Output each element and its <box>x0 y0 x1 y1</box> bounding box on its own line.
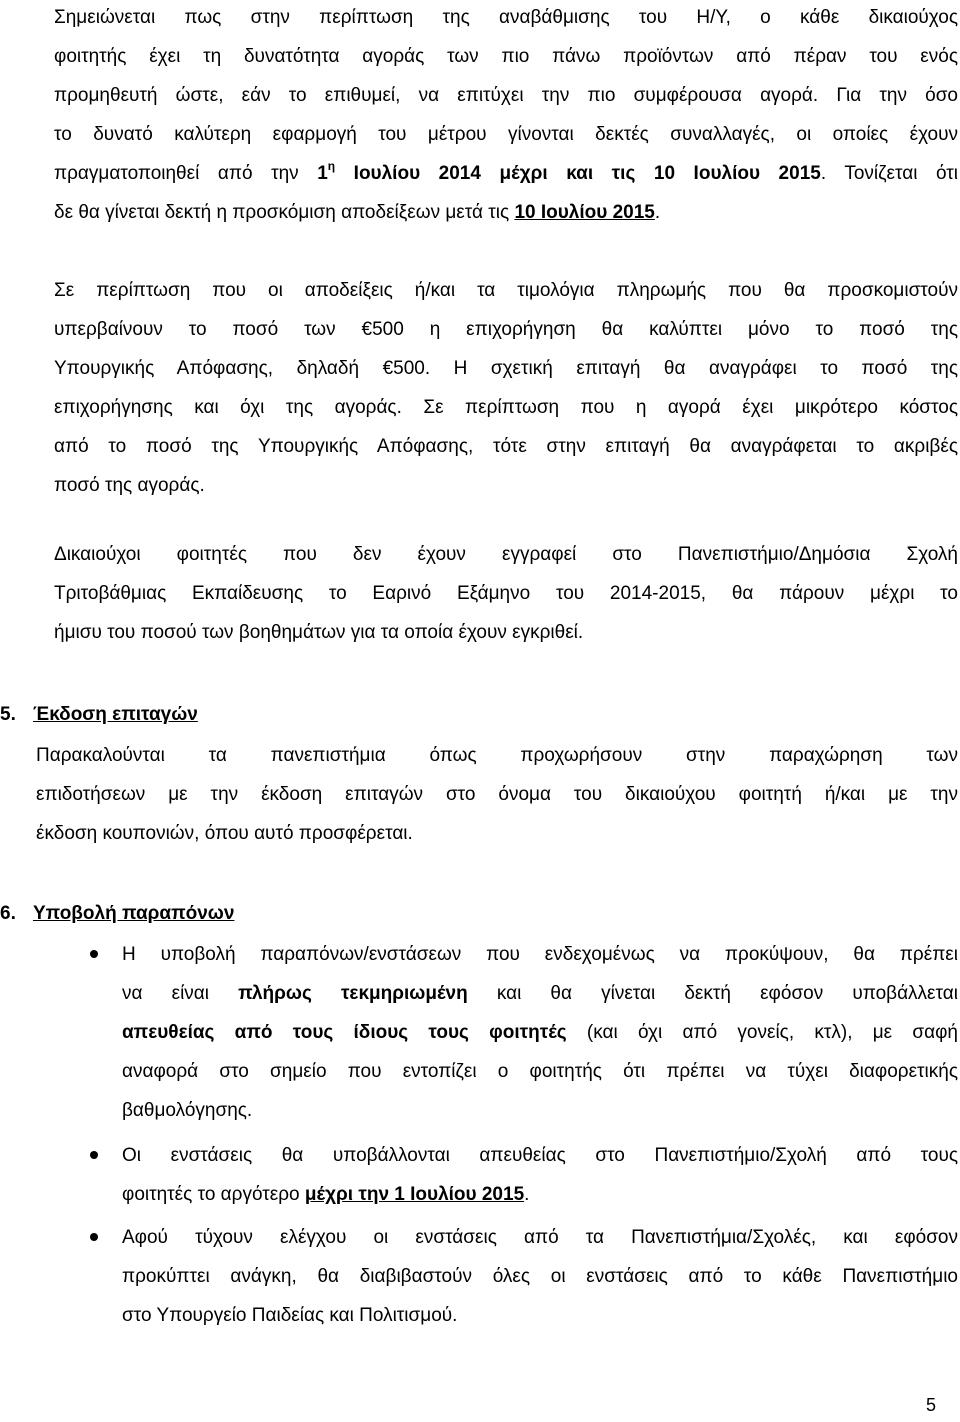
deadline-date: μέχρι την 1 Ιουλίου 2015 <box>304 1184 525 1205</box>
text-line <box>54 193 958 232</box>
text-line: ποσό της αγοράς. <box>54 475 205 496</box>
text-line: Σημειώνεται πως στην περίπτωση της αναβάθμισης του Η/Υ, ο κάθε δικαιούχος <box>54 7 958 28</box>
text-line: Η υποβολή παραπόνων/ενστάσεων που ενδεχομένως να προκύψουν, θα πρέπει <box>122 944 958 965</box>
deadline-date: 10 Ιουλίου 2015 <box>514 202 655 223</box>
text-run: να είναι <box>122 983 239 1004</box>
text-run: πραγματοποιηθεί από την <box>54 163 318 184</box>
text-line: Υπουργικής Απόφασης, δηλαδή €500. Η σχετική επιταγή θα αναγράφει το ποσό της <box>54 358 958 379</box>
paragraph-purchase-note <box>54 0 958 232</box>
text-run: (και όχι από γονείς, κτλ), με σαφή <box>566 1022 959 1043</box>
text-line: Παρακαλούνται τα πανεπιστήμια όπως προχωρήσουν στην παραχώρηση των <box>36 745 958 766</box>
bullet-icon <box>90 950 98 958</box>
bullet-icon <box>90 1233 98 1241</box>
text-line: φοιτητής έχει τη δυνατότητα αγοράς των πιο πάνω προϊόντων από πέραν του ενός <box>54 46 958 67</box>
text-run: δε θα γίνεται δεκτή η προσκόμιση αποδείξεων μετά τις <box>54 202 515 223</box>
paragraph-eligible-students <box>54 535 958 652</box>
text-line: Σε περίπτωση που οι αποδείξεις ή/και τα τιμολόγια πληρωμής που θα προσκομιστούν <box>54 280 958 301</box>
text-line: Τριτοβάθμιας Εκπαίδευσης το Εαρινό Εξάμηνο του 2014-2015, θα πάρουν μέχρι το <box>54 583 958 604</box>
bullet-icon <box>90 1151 98 1159</box>
text-line: προμηθευτή ώστε, εάν το επιθυμεί, να επιτύχει την πιο συμφέρουσα αγορά. Για την όσο <box>54 85 958 106</box>
text-line: επιδοτήσεων με την έκδοση επιταγών στο όνομα του δικαιούχου φοιτητή ή/και με την <box>36 784 958 805</box>
text-line: στο Υπουργείο Παιδείας και Πολιτισμού. <box>122 1305 458 1326</box>
section-number: 6. <box>0 903 16 924</box>
section-6-heading <box>0 903 234 925</box>
bullet-item <box>122 1218 958 1335</box>
text-line: βαθμολόγησης. <box>122 1100 253 1121</box>
text-line: Οι ενστάσεις θα υποβάλλονται απευθείας στο Πανεπιστήμιο/Σχολή από τους <box>122 1145 958 1166</box>
text-run: . Τονίζεται ότι <box>820 163 958 184</box>
text-line <box>122 974 958 1013</box>
text-line: επιχορήγησης και όχι της αγοράς. Σε περίπτωση που η αγορά έχει μικρότερο κόστος <box>54 397 958 418</box>
text-line: προκύπτει ανάγκη, θα διαβιβαστούν όλες οι ενστάσεις από το κάθε Πανεπιστήμιο <box>122 1266 958 1287</box>
section-5-body <box>36 736 958 853</box>
section-number: 5. <box>0 704 16 725</box>
emphasis-text: πλήρως τεκμηριωμένη <box>238 983 468 1004</box>
text-line: υπερβαίνουν το ποσό των €500 η επιχορήγηση θα καλύπτει μόνο το ποσό της <box>54 319 958 340</box>
text-line <box>122 1013 958 1052</box>
text-line: ήμισυ του ποσού των βοηθημάτων για τα οποία έχουν εγκριθεί. <box>54 622 584 643</box>
text-run: . <box>654 202 661 223</box>
text-run: και θα γίνεται δεκτή εφόσον υποβάλλεται <box>467 983 958 1004</box>
text-line: το δυνατό καλύτερη εφαρμογή του μέτρου γίνονται δεκτές συναλλαγές, οι οποίες έχουν <box>54 124 958 145</box>
text-line: από το ποσό της Υπουργικής Απόφασης, τότε στην επιταγή θα αναγράφεται το ακριβές <box>54 436 958 457</box>
text-line: Αφού τύχουν ελέγχου οι ενστάσεις από τα Πανεπιστήμια/Σχολές, και εφόσον <box>122 1227 958 1248</box>
text-run: . <box>524 1184 530 1205</box>
section-5-heading <box>0 704 198 726</box>
page-number: 5 <box>925 1395 936 1415</box>
bullet-item <box>122 1136 958 1214</box>
date-range: Ιουλίου 2014 μέχρι και τις 10 Ιουλίου 2015 <box>335 163 821 184</box>
text-line: αναφορά στο σημείο που εντοπίζει ο φοιτητής ότι πρέπει να τύχει διαφορετικής <box>122 1061 958 1082</box>
emphasis-text: απευθείας από τους ίδιους τους φοιτητές <box>122 1022 567 1043</box>
text-line <box>54 154 958 193</box>
section-title: Έκδοση επιταγών <box>33 704 198 725</box>
text-run: φοιτητές το αργότερο <box>122 1184 305 1205</box>
date-start: 1 <box>317 163 328 184</box>
text-line: έκδοση κουπονιών, όπου αυτό προσφέρεται. <box>36 823 413 844</box>
text-line: Δικαιούχοι φοιτητές που δεν έχουν εγγραφεί στο Πανεπιστήμιο/Δημόσια Σχολή <box>54 544 958 565</box>
bullet-item <box>122 935 958 1130</box>
text-line <box>122 1175 958 1214</box>
ordinal-sup: η <box>327 159 336 173</box>
paragraph-grant-amount <box>54 271 958 505</box>
section-title: Υποβολή παραπόνων <box>33 903 235 924</box>
